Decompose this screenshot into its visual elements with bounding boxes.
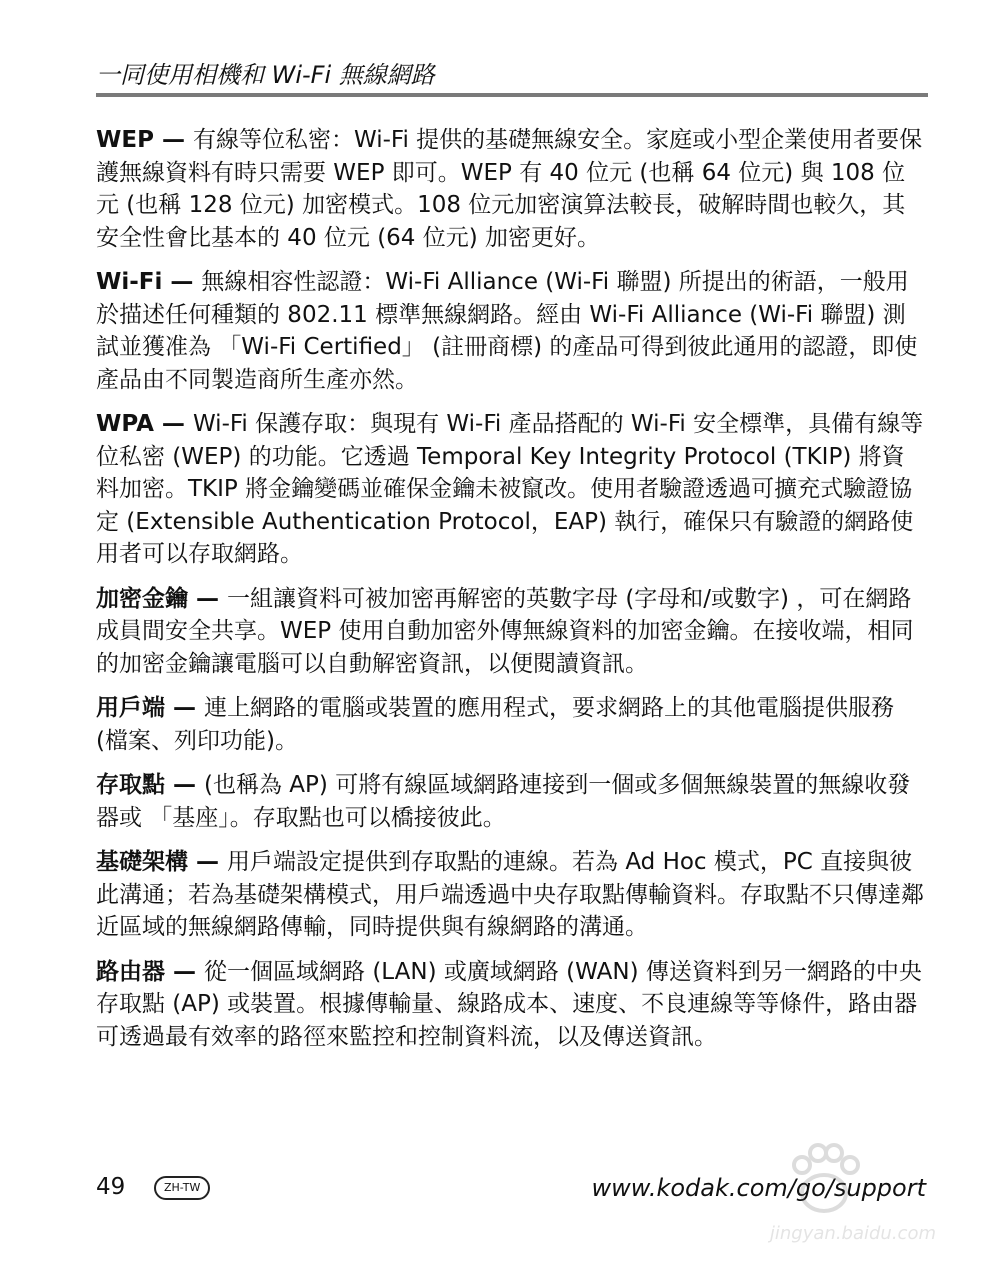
entry-definition: Wi-Fi 保護存取：與現有 Wi-Fi 產品搭配的 Wi-Fi 安全標準，具備有線等位私密 (WEP) 的功能。它透過 Temporal Key Integrity Protocol (TKIP) 將資料加密。TKIP 將金鑰變碼並確保金鑰未被竄改。使用者驗證透過可擴充式驗證協定 (Extensible Authentication Protocol，EAP) 執行，確保只有驗證的網路使用者可以存取網路。: [96, 411, 924, 567]
page-footer: [96, 1172, 926, 1212]
entry-definition: 連上網路的電腦或裝置的應用程式，要求網路上的其他電腦提供服務 (檔案、列印功能)。: [96, 695, 895, 754]
entry-term: 路由器: [96, 958, 165, 985]
glossary-entry-infrastructure: [96, 846, 926, 944]
entry-dash: —: [165, 958, 205, 985]
entry-term: 基礎架構: [96, 849, 188, 875]
glossary-entry-access-point: [96, 769, 926, 834]
entry-definition: 有線等位私密：Wi-Fi 提供的基礎無線安全。家庭或小型企業使用者要保護無線資料有時只需要 WEP 即可。WEP 有 40 位元 (也稱 64 位元) 與 108 位元 (也稱 128 位元) 加密模式。108 位元加密演算法較長，破解時間也較久，其安全性會比基本的 40 位元 (64 位元) 加密更好。: [96, 127, 923, 251]
entry-term: 用戶端: [96, 695, 165, 721]
entry-definition: 無線相容性認證：Wi-Fi Alliance (Wi-Fi 聯盟) 所提出的術語，一般用於描述任何種類的 802.11 標準無線網路。經由 Wi-Fi Alliance (Wi-Fi 聯盟) 測試並獲准為 「Wi-Fi Certified」 (註冊商標) 的產品可得到彼此通用的認證，即使產品由不同製造商所生產亦然。: [96, 269, 918, 393]
entry-dash: —: [153, 411, 193, 437]
entry-dash: —: [188, 849, 228, 875]
glossary-entry-client: [96, 692, 926, 757]
glossary-entry-encryption-key: [96, 583, 926, 681]
entry-dash: —: [153, 127, 193, 153]
entry-dash: —: [188, 585, 228, 612]
entry-term: Wi-Fi: [96, 269, 163, 295]
entry-term: 加密金鑰: [96, 585, 188, 612]
page-header-title: 一同使用相機和 Wi-Fi 無線網路: [96, 61, 435, 89]
entry-definition: 從一個區域網路 (LAN) 或廣域網路 (WAN) 傳送資料到另一網路的中央存取點 (AP) 或裝置。根據傳輸量、線路成本、速度、不良連線等等條件，路由器可透過最有效率的路徑來監控和控制資料流，以及傳送資訊。: [96, 958, 922, 1050]
entry-dash: —: [165, 695, 205, 721]
glossary-content: [96, 124, 926, 1065]
entry-definition: (也稱為 AP) 可將有線區域網路連接到一個或多個無線裝置的無線收發器或 「基座」。存取點也可以橋接彼此。: [96, 772, 911, 831]
glossary-entry-router: [96, 956, 926, 1054]
entry-term: WEP: [96, 127, 154, 153]
entry-term: WPA: [96, 411, 154, 437]
page-number: 49: [96, 1174, 126, 1200]
language-badge: ZH-TW: [154, 1176, 210, 1200]
glossary-entry-wep: [96, 124, 926, 254]
entry-term: 存取點: [96, 772, 165, 798]
header-divider: [96, 93, 928, 97]
support-url-link[interactable]: www.kodak.com/go/support: [591, 1174, 926, 1202]
entry-dash: —: [165, 772, 205, 798]
entry-dash: —: [162, 269, 202, 295]
watermark-site-text: jingyan.baidu.com: [769, 1223, 936, 1244]
glossary-entry-wpa: [96, 408, 926, 571]
glossary-entry-wifi: [96, 266, 926, 396]
entry-definition: 用戶端設定提供到存取點的連線。若為 Ad Hoc 模式，PC 直接與彼此溝通；若為基礎架構模式，用戶端透過中央存取點傳輸資料。存取點不只傳達鄰近區域的無線網路傳輸，同時提供與有線網路的溝通。: [96, 849, 924, 940]
entry-definition: 一組讓資料可被加密再解密的英數字母 (字母和/或數字) ，可在網路成員間安全共享。WEP 使用自動加密外傳無線資料的加密金鑰。在接收端，相同的加密金鑰讓電腦可以自動解密資訊，以便閱讀資訊。: [96, 585, 914, 677]
